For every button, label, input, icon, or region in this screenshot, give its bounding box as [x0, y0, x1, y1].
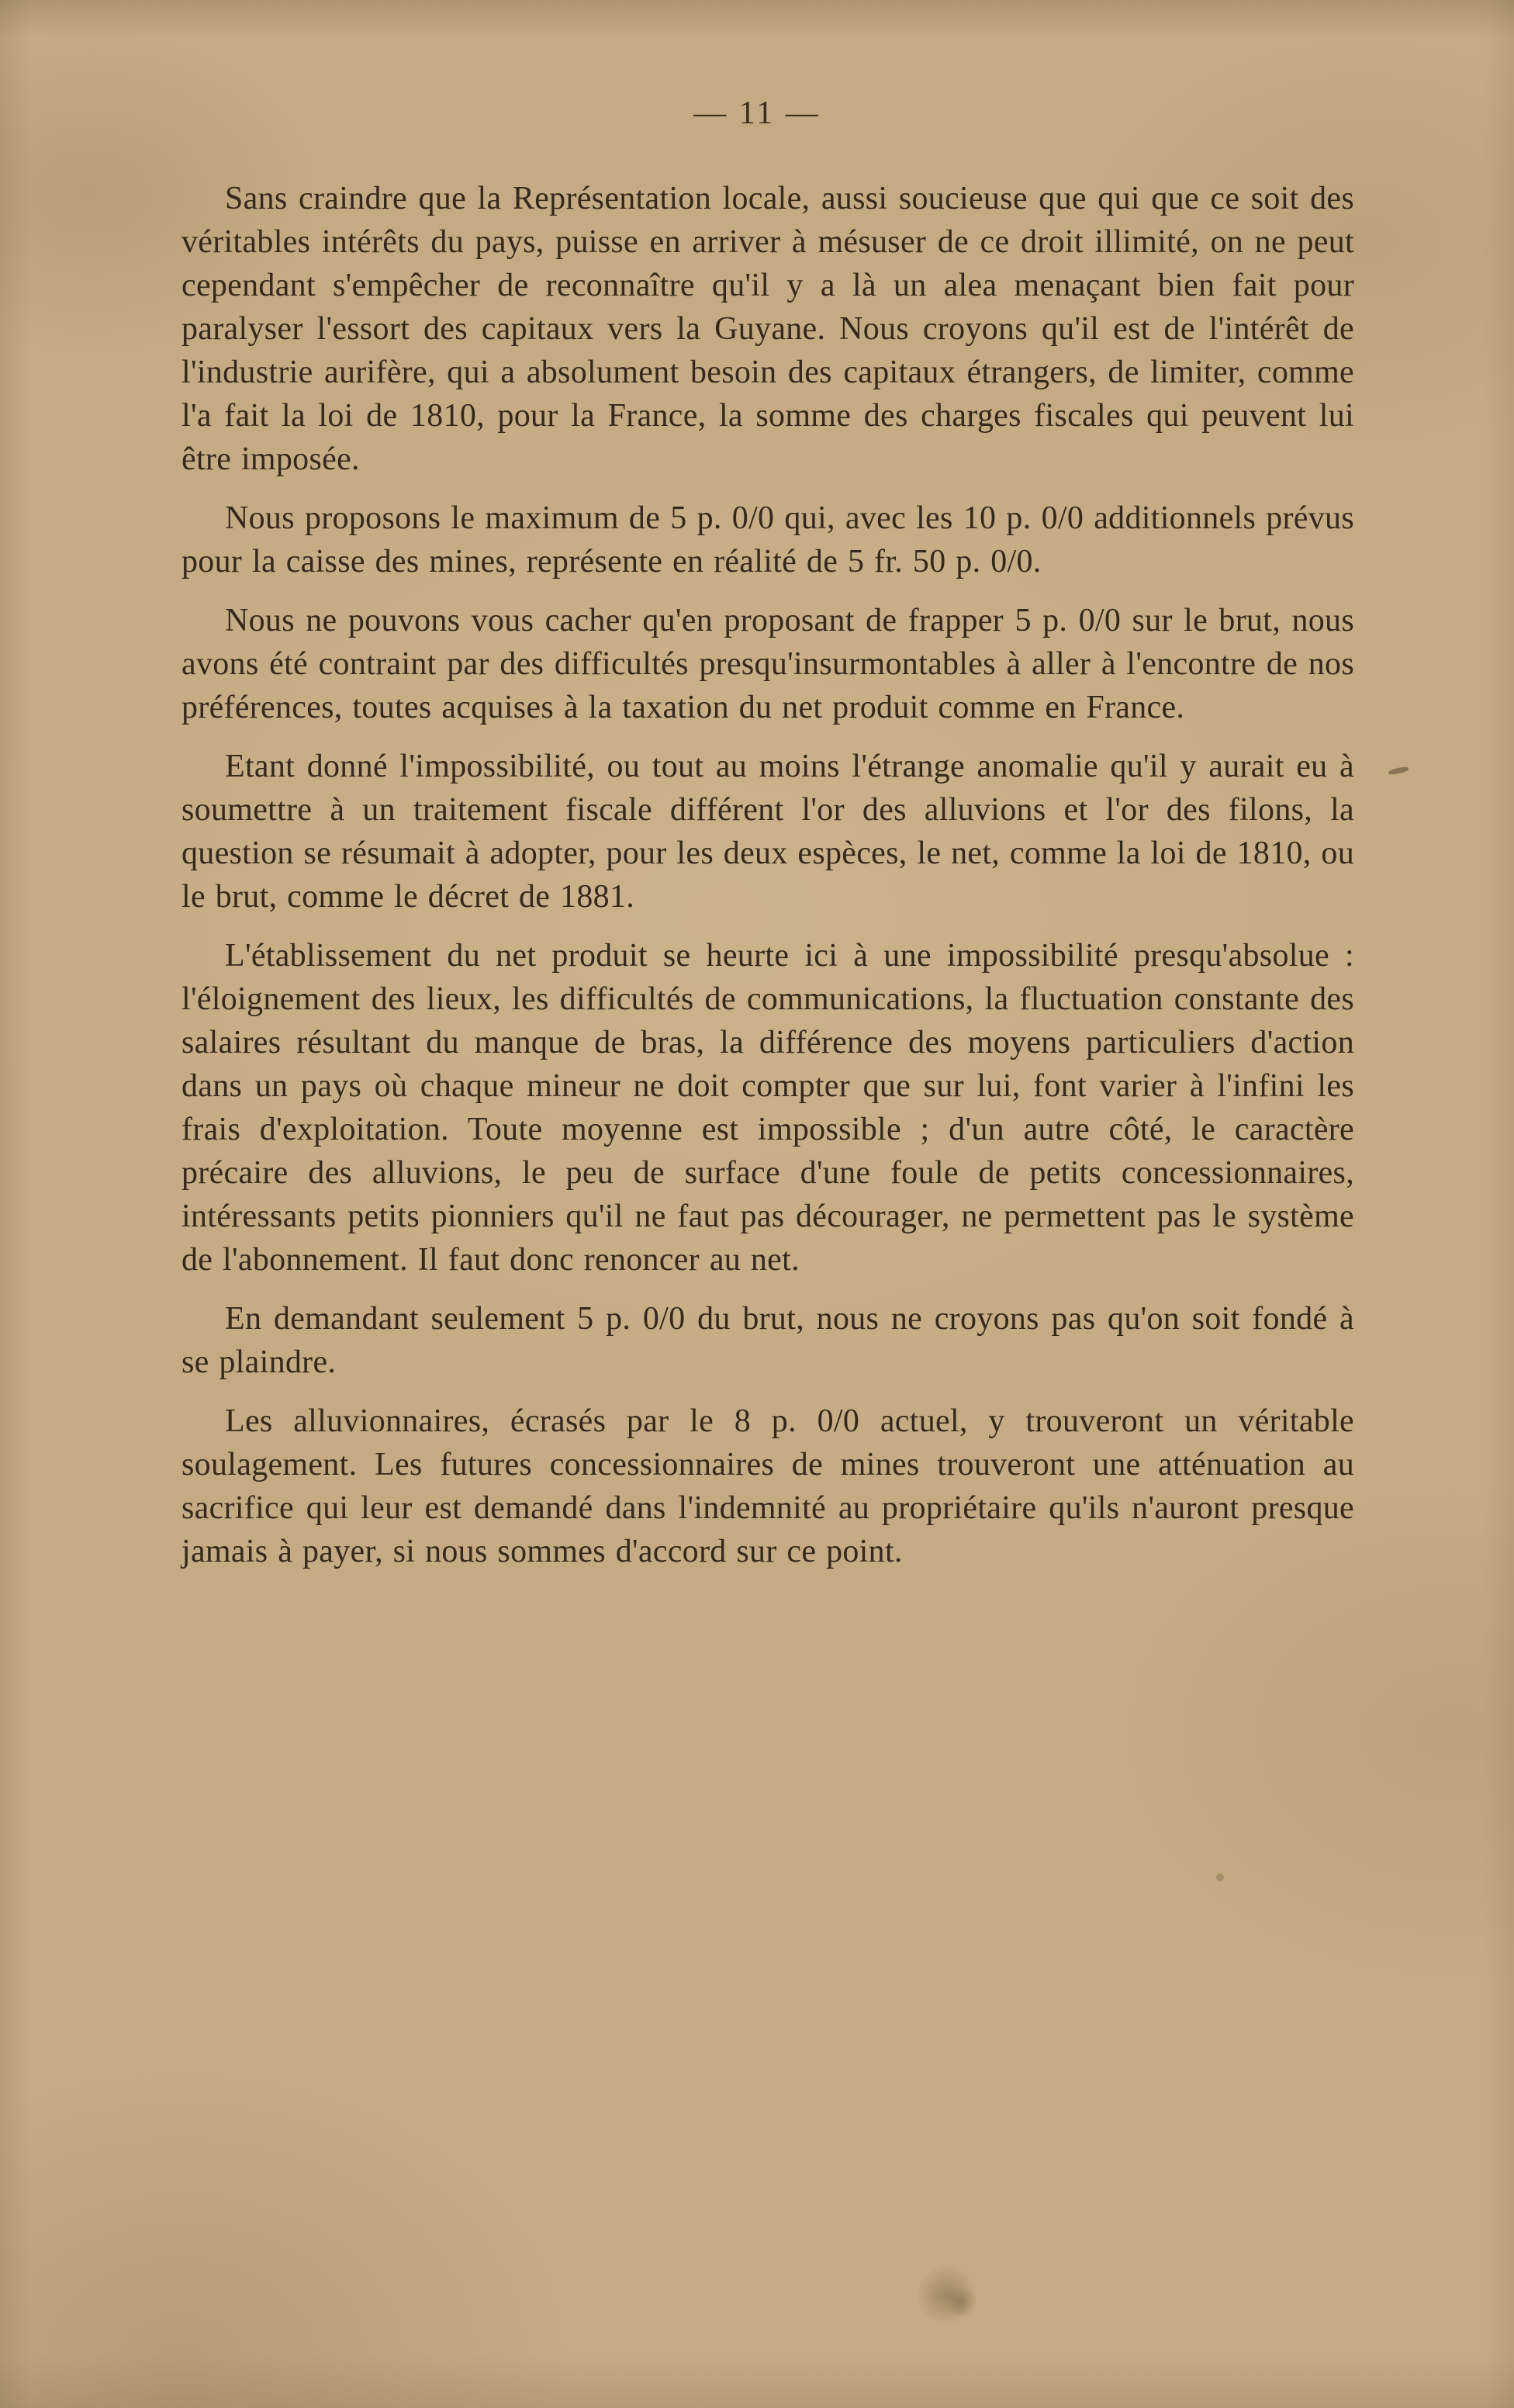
text-block	[181, 177, 1354, 1589]
paragraph: Sans craindre que la Représentation locale, aussi soucieuse que qui que ce soit des véritables intérêts du pays, puisse en arriver à mésuser de ce droit illimité, on ne peut cependant s'empêcher de reconnaître qu'il y a là un alea menaçant bien fait pour paralyser l'essort des capitaux vers la Guyane. Nous croyons qu'il est de l'intérêt de l'industrie aurifère, qui a absolument besoin des capitaux étrangers, de limiter, comme l'a fait la loi de 1810, pour la France, la somme des charges fiscales qui peuvent lui être imposée.	[181, 181, 1354, 477]
paragraph: L'établissement du net produit se heurte ici à une impossibilité presqu'absolue : l'éloignement des lieux, les difficultés de communications, la fluctuation constante des salaires résultant du manque de bras, la différence des moyens particuliers d'action dans un pays où chaque mineur ne doit compter que sur lui, font varier à l'infini les frais d'exploitation. Toute moyenne est impossible ; d'un autre côté, le caractère précaire des alluvions, le peu de surface d'une foule de petits concessionnaires, intéressants petits pionniers qu'il ne faut pas décourager, ne permettent pas le système de l'abonnement. Il faut donc renoncer au net.	[181, 938, 1354, 1278]
paragraph: Nous ne pouvons vous cacher qu'en proposant de frapper 5 p. 0/0 sur le brut, nous avons été contraint par des difficultés presqu'insurmontables à aller à l'encontre de nos préférences, toutes acquises à la taxation du net produit comme en France.	[181, 603, 1354, 725]
paragraph: Nous proposons le maximum de 5 p. 0/0 qui, avec les 10 p. 0/0 additionnels prévus pour la caisse des mines, représente en réalité de 5 fr. 50 p. 0/0.	[181, 500, 1354, 580]
paragraph: Etant donné l'impossibilité, ou tout au moins l'étrange anomalie qu'il y aurait eu à soumettre à un traitement fiscale différent l'or des alluvions et l'or des filons, la question se résumait à adopter, pour les deux espèces, le net, comme la loi de 1810, ou le brut, comme le décret de 1881.	[181, 749, 1355, 915]
ink-speck	[1216, 1873, 1224, 1881]
ink-speck	[1388, 766, 1409, 775]
paragraph: Les alluvionnaires, écrasés par le 8 p. 0/0 actuel, y trouveront un véritable soulagement. Les futures concessionnaires de mines trouveront une atténuation au sacrifice qui leur est demandé dans l'indemnité au propriétaire qu'ils n'auront presque jamais à payer, si nous sommes d'accord sur ce point.	[181, 1403, 1354, 1569]
page-number: — 11 —	[693, 95, 821, 131]
paragraph: En demandant seulement 5 p. 0/0 du brut, nous ne croyons pas qu'on soit fondé à se plaindre.	[181, 1301, 1354, 1380]
